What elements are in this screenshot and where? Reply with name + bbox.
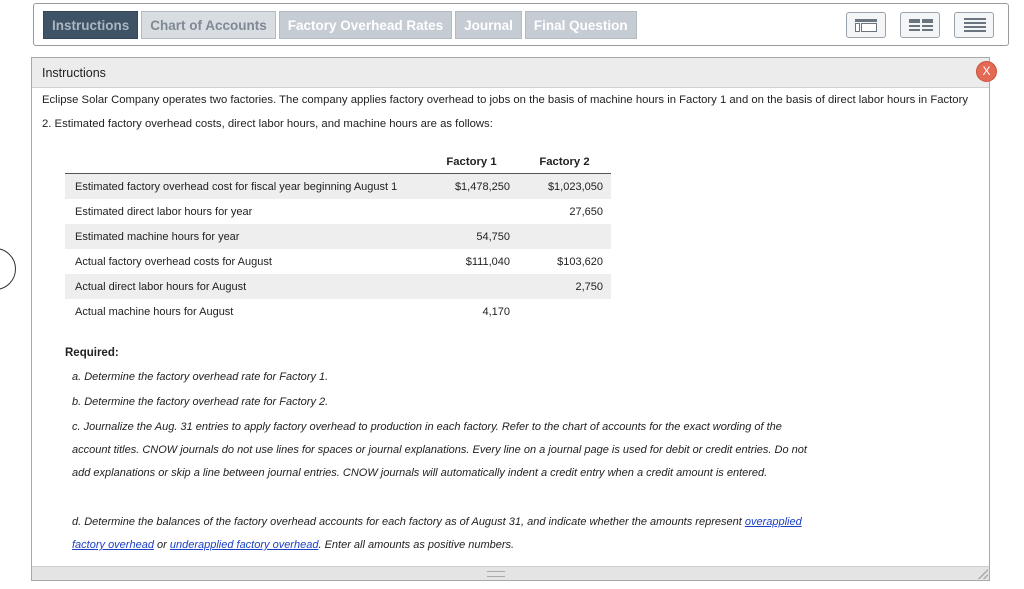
- row-label: Actual factory overhead costs for August: [75, 255, 272, 268]
- single-pane-view-icon[interactable]: [846, 12, 886, 38]
- list-view-icon[interactable]: [954, 12, 994, 38]
- row-label: Actual machine hours for August: [75, 305, 234, 318]
- factory1-value: 54,750: [425, 224, 518, 249]
- tab-chart-of-accounts[interactable]: Chart of Accounts: [141, 11, 276, 39]
- split-view-icon[interactable]: [900, 12, 940, 38]
- table-row: [65, 274, 611, 299]
- factory2-value: [518, 299, 611, 324]
- requirement-d-end: . Enter all amounts as positive numbers.: [318, 539, 515, 551]
- tab-bar: [33, 3, 1009, 46]
- requirement-d-or: or: [153, 539, 170, 551]
- requirement-d: [72, 511, 807, 557]
- table-header-factory1: Factory 1: [425, 150, 518, 174]
- intro-text: Eclipse Solar Company operates two factories. The company applies factory overhead to jobs on the basis of machine hours in Factory 1 and on the basis of direct labor hours in Factory 2. Estimated factory overhead costs, direct labor hours, and machine hours are as follows:: [42, 94, 968, 130]
- table-row: [65, 174, 611, 200]
- row-label: Estimated machine hours for year: [65, 224, 425, 249]
- table-header-row: [65, 150, 611, 174]
- requirement-b: b. Determine the factory overhead rate for Factory 2.: [72, 396, 329, 408]
- side-control-arc: [0, 248, 16, 290]
- requirement-c: c. Journalize the Aug. 31 entries to apply factory overhead to production in each factory. Refer to the chart of accounts for the exact wording of the account titles. CNOW journals do not use lines for spaces or journal explanations. Every line on a journal page is used for debit or credit entries. Do not add explanations or skip a line between journal entries. CNOW journals will automatically indent a credit entry when a credit amount is entered.: [72, 421, 807, 479]
- requirement-a: a. Determine the factory overhead rate for Factory 1.: [72, 371, 329, 383]
- table-header-blank: [65, 150, 425, 174]
- resize-handle[interactable]: [978, 569, 988, 579]
- factory2-value: $1,023,050: [518, 174, 611, 200]
- data-table: [65, 150, 611, 324]
- table-row: [65, 249, 611, 274]
- tab-instructions[interactable]: Instructions: [43, 11, 138, 39]
- table-header-factory2: Factory 2: [518, 150, 611, 174]
- panel-title: Instructions: [42, 66, 106, 80]
- table-row: [65, 299, 611, 324]
- close-button[interactable]: X: [976, 61, 997, 82]
- drag-handle[interactable]: [487, 571, 505, 577]
- requirement-d-text: d. Determine the balances of the factory overhead accounts for each factory as of August 31, and indicate whether the amounts represent: [72, 516, 742, 528]
- factory2-value: [518, 224, 611, 249]
- factory1-value: 4,170: [482, 305, 510, 318]
- factory1-value: [425, 199, 518, 224]
- panel-header: [32, 58, 989, 88]
- factory1-value: $1,478,250: [425, 174, 518, 200]
- factory2-value: $103,620: [557, 255, 603, 268]
- row-label: Estimated factory overhead cost for fiscal year beginning August 1: [65, 174, 425, 200]
- tab-journal[interactable]: Journal: [455, 11, 522, 39]
- tab-list: [43, 11, 637, 39]
- factory1-value: $111,040: [465, 255, 510, 268]
- underapplied-link[interactable]: underapplied factory overhead: [169, 539, 319, 551]
- tab-factory-overhead-rates[interactable]: Factory Overhead Rates: [279, 11, 452, 39]
- factory1-value: [425, 274, 518, 299]
- table-row: [65, 199, 611, 224]
- row-label: Estimated direct labor hours for year: [75, 205, 253, 218]
- factory2-value: 2,750: [518, 274, 611, 299]
- factory2-value: 27,650: [569, 205, 603, 218]
- row-label: Actual direct labor hours for August: [65, 274, 425, 299]
- instructions-panel: [31, 57, 990, 581]
- tab-final-question[interactable]: Final Question: [525, 11, 637, 39]
- overapplied-link[interactable]: overapplied factory overhead: [72, 516, 802, 551]
- required-heading: Required:: [65, 347, 119, 359]
- view-mode-group: [846, 12, 994, 38]
- panel-footer: [32, 566, 989, 580]
- table-row: [65, 224, 611, 249]
